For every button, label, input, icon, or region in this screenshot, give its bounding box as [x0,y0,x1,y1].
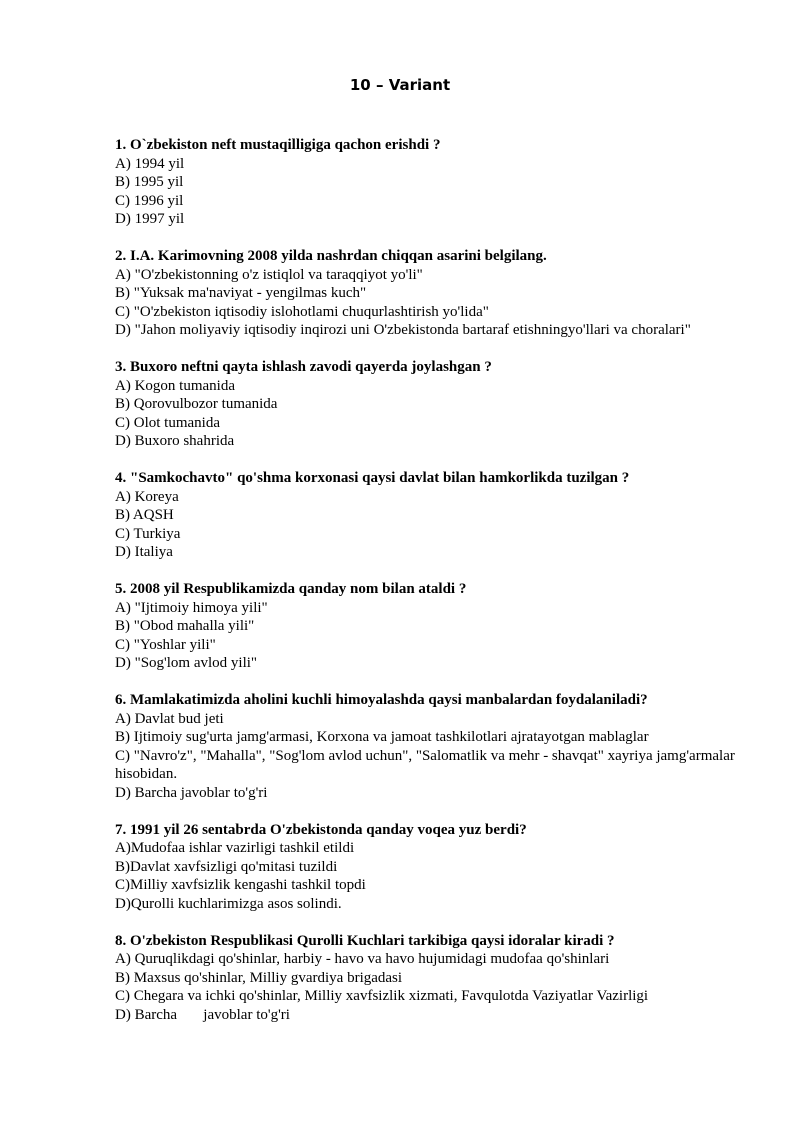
option-a: A) Kogon tumanida [115,377,235,394]
option-b: B) AQSH [115,507,174,523]
option-d: D) "Sog'lom avlod yili" [115,655,258,671]
option-b: B) "Yuksak ma'naviyat - yengilmas kuch" [115,285,367,301]
question-text: 7. 1991 yil 26 sentabrda O'zbekistonda qanday voqea yuz berdi? [115,821,527,838]
option-b: B) Qorovulbozor tumanida [115,396,278,412]
option-b: B) 1995 yil [115,174,184,190]
question-3 [115,358,755,451]
option-c: C) "O'zbekiston iqtisodiy islohotlami chuqurlashtirish yo'lida" [115,303,489,320]
question-text: 3. Buxoro neftni qayta ishlash zavodi qayerda joylashgan ? [115,359,492,375]
variant-title: 10 – Variant [349,76,451,94]
option-b: B) Maxsus qo'shinlar, Milliy gvardiya brigadasi [115,969,403,986]
question-5 [115,580,755,673]
question-text: 2. I.A. Karimovning 2008 yilda nashrdan chiqqan asarini belgilang. [115,248,547,264]
option-c: C) "Navro'z", "Mahalla", "Sog'lom avlod uchun", "Salomatlik va mehr - shavqat" xayriya jamg'armalar hisobidan. [115,747,739,782]
option-c: C) Turkiya [115,525,181,542]
question-4 [115,469,755,562]
question-8 [115,932,755,1025]
option-d: D) 1997 yil [115,211,185,227]
option-c: C) 1996 yil [115,192,184,209]
question-2 [115,247,755,340]
question-1 [115,136,755,229]
question-6 [115,691,755,802]
question-text: 1. O`zbekiston neft mustaqilligiga qachon erishdi ? [115,137,441,153]
option-c: C) Chegara va ichki qo'shinlar, Milliy xavfsizlik xizmati, Favqulotda Vaziyatlar Vazirligi [115,988,649,1004]
option-b: B) Ijtimoiy sug'urta jamg'armasi, Korxona va jamoat tashkilotlari ajratayotgan mablaglar [115,729,649,745]
option-a: A) "O'zbekistonning o'z istiqlol va taraqqiyot yo'li" [115,266,423,283]
option-b: B) "Obod mahalla yili" [115,618,255,634]
question-text: 4. "Samkochavto" qo'shma korxonasi qaysi davlat bilan hamkorlikda tuzilgan ? [115,470,630,486]
option-a: A) Koreya [115,488,179,505]
option-d: D) Barcha javoblar to'g'ri [115,784,268,801]
option-a: A) Davlat bud jeti [115,710,224,727]
option-c: C) "Yoshlar yili" [115,636,216,653]
option-d: D) Barcha javoblar to'g'ri [115,1006,290,1023]
option-d: D) "Jahon moliyaviy iqtisodiy inqirozi uni O'zbekistonda bartaraf etishningyo'llari va choralari" [115,322,691,338]
question-7 [115,821,755,914]
option-b: B)Davlat xavfsizligi qo'mitasi tuzildi [115,858,338,875]
option-a: A) Quruqlikdagi qo'shinlar, harbiy - havo va havo hujumidagi mudofaa qo'shinlari [115,951,610,967]
option-a: A) 1994 yil [115,155,185,172]
question-list [115,136,755,1043]
option-a: A)Mudofaa ishlar vazirligi tashkil etildi [115,840,355,856]
option-c: C) Olot tumanida [115,414,220,431]
option-a: A) "Ijtimoiy himoya yili" [115,599,268,616]
option-d: D) Italiya [115,544,173,560]
option-d: D)Qurolli kuchlarimizga asos solindi. [115,895,342,912]
option-d: D) Buxoro shahrida [115,433,235,449]
option-c: C)Milliy xavfsizlik kengashi tashkil topdi [115,877,366,893]
question-text: 8. O'zbekiston Respublikasi Qurolli Kuchlari tarkibiga qaysi idoralar kiradi ? [115,932,615,949]
question-text: 6. Mamlakatimizda aholini kuchli himoyalashda qaysi manbalardan foydalaniladi? [115,692,648,708]
question-text: 5. 2008 yil Respublikamizda qanday nom bilan ataldi ? [115,581,467,597]
